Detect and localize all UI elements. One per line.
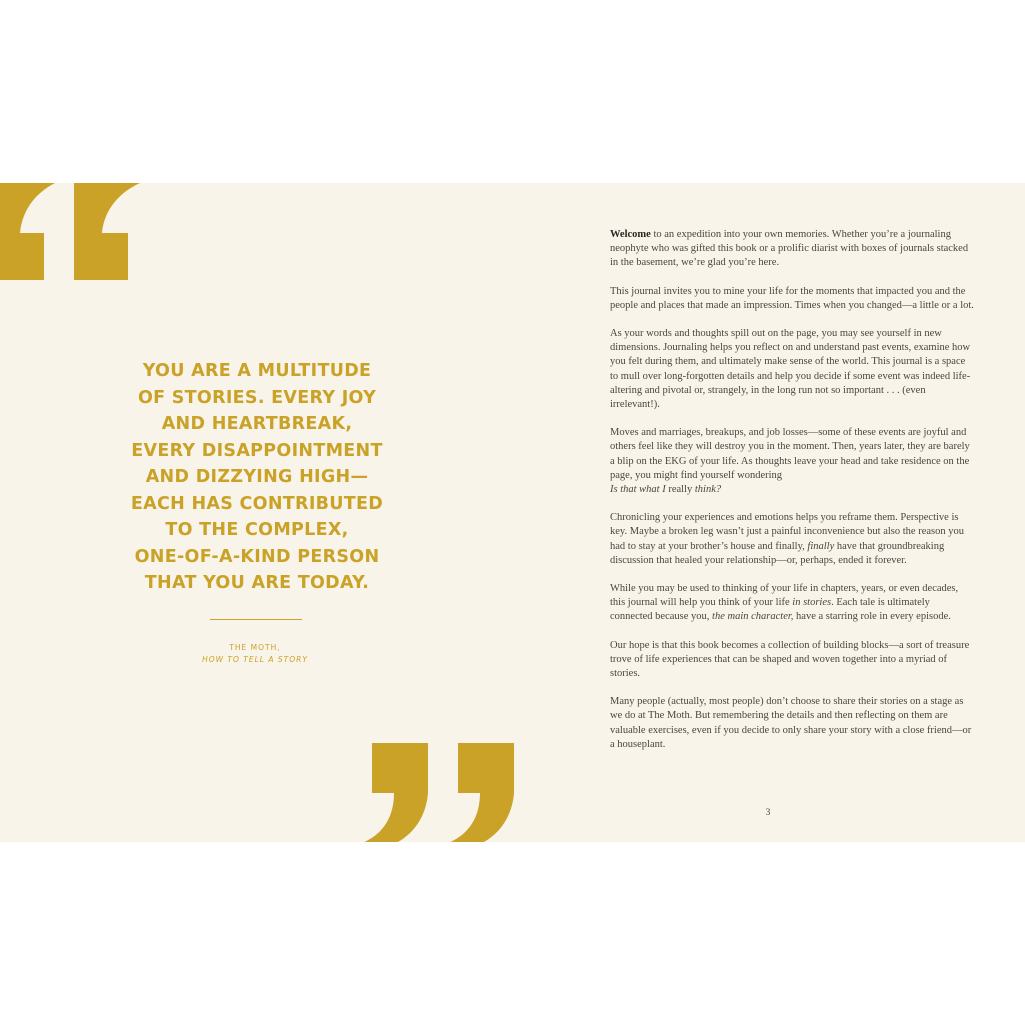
paragraph: Chronicling your experiences and emotions helps you reframe them. Perspective is key. Maybe a broken leg wasn’t just a painful inconvenience but also the reason you had to stay at your brother’s house and finally, finally have that groundbreaking discussion that healed your relationship—or, perhaps, ended it forever. (610, 512, 964, 566)
paragraph: While you may be used to thinking of your life in chapters, years, or even decades, this journal will help you think of your life in stories. Each tale is ultimately connected because you, the main character, have a starring role in every episode. (610, 583, 959, 623)
quote-divider (210, 619, 302, 620)
pull-quote-line: OF STORIES. EVERY JOY (137, 387, 377, 408)
attribution-work: HOW TO TELL A STORY (202, 654, 308, 664)
pull-quote-line: YOU ARE A MULTITUDE (142, 361, 372, 381)
pull-quote-line: AND HEARTBREAK, (161, 414, 353, 434)
paragraph-welcome: Welcome to an expedition into your own memories. Whether you’re a journaling neophyte who was gifted this book or a prolific diarist with boxes of journals stacked in the basement, we’re glad you’re here. (610, 229, 969, 269)
pull-quote-line: TO THE COMPLEX, (165, 520, 349, 540)
paragraph: Many people (actually, most people) don’t choose to share their stories on a stage as we do at The Moth. But remembering the details and then reflecting on them are valuable exercises, even if you decide to only share your story with a close friend—or a houseplant. (610, 696, 972, 750)
body-text (610, 228, 975, 766)
paragraph: As your words and thoughts spill out on the page, you may see yourself in new dimensions. Journaling helps you reflect on and understand past events, examine how you felt during them, and ultimately make sense of the world. This journal is a space to mull over long-forgotten details and help you decide if some event was indeed life-altering and pivotal or, strangely, in the long run not so important . . . (even irrelevant!). (610, 328, 971, 411)
pull-quote-line: AND DIZZYING HIGH— (145, 467, 369, 487)
quote-attribution (155, 642, 355, 665)
welcome-lead: Welcome (610, 229, 651, 240)
paragraph: Our hope is that this book becomes a collection of building blocks—a sort of treasure trove of life experiences that can be shaped and woven together into a myriad of stories. (610, 639, 970, 680)
pull-quote (112, 358, 402, 597)
attribution-author: THE MOTH, (229, 643, 281, 652)
paragraph: This journal invites you to mine your life for the moments that impacted you and the people and places that made an impression. Times when you changed—a little or a lot. (610, 285, 974, 311)
pull-quote-line: THAT YOU ARE TODAY. (144, 573, 370, 593)
pull-quote-line: EACH HAS CONTRIBUTED (130, 493, 384, 514)
open-double-quote-icon (0, 183, 140, 280)
pull-quote-line: ONE-OF-A-KIND PERSON (134, 546, 380, 567)
pull-quote-line: EVERY DISAPPOINTMENT (131, 440, 383, 461)
paragraph: Moves and marriages, breakups, and job losses—some of these events are joyful and others feel like they will destroy you in the moment. Then, years later, they are barely a blip on the EKG of your life. As thoughts leave your head and take residence on the page, you might find yourself wondering Is that what I really think? (610, 427, 970, 496)
page-number: 3 (765, 808, 771, 818)
close-double-quote-icon (362, 743, 514, 842)
book-spread (0, 183, 1025, 842)
